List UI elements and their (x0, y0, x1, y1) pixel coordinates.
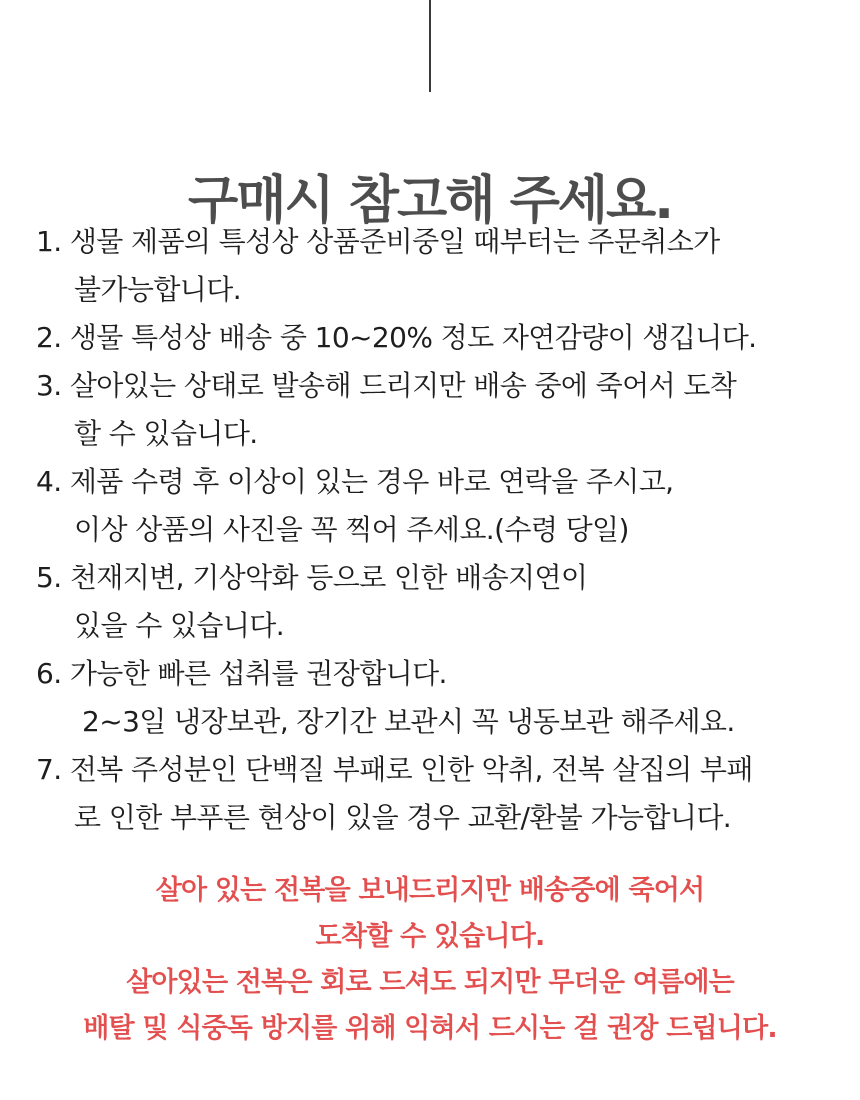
notice-item-7 (36, 746, 836, 842)
notice-1-line-2: 불가능합니다. (74, 273, 241, 306)
notice-item-3 (36, 362, 836, 458)
notice-item-5 (36, 554, 836, 650)
notice-3-line-2: 할 수 있습니다. (74, 417, 258, 450)
notice-5-line-2: 있을 수 있습니다. (74, 609, 285, 642)
notice-1-line-1: 1. 생물 제품의 특성상 상품준비중일 때부터는 주문취소가 (36, 225, 720, 258)
notice-4-line-2: 이상 상품의 사진을 꼭 찍어 주세요.(수령 당일) (74, 513, 629, 546)
notice-item-2 (36, 314, 836, 362)
warning-line-1: 살아 있는 전복을 보내드리지만 배송중에 죽어서 (155, 875, 705, 906)
notice-5-line-1: 5. 천재지변, 기상악화 등으로 인한 배송지연이 (36, 561, 588, 594)
notice-3-line-1: 3. 살아있는 상태로 발송해 드리지만 배송 중에 죽어서 도착 (36, 369, 737, 402)
notice-item-4 (36, 458, 836, 554)
notice-7-line-1: 7. 전복 주성분인 단백질 부패로 인한 악취, 전복 살집의 부패 (36, 753, 753, 786)
notice-4-line-1: 4. 제품 수령 후 이상이 있는 경우 바로 연락을 주시고, (36, 465, 674, 498)
page-title: 구매시 참고해 주세요. (187, 170, 673, 231)
warning-line-2: 도착할 수 있습니다. (315, 921, 545, 952)
notice-item-1 (36, 218, 836, 314)
notice-6-line-1: 6. 가능한 빠른 섭취를 권장합니다. (36, 657, 447, 690)
notice-item-6 (36, 650, 836, 746)
purchase-notice-list (36, 218, 836, 842)
notice-7-line-2: 로 인한 부푸른 현상이 있을 경우 교환/환불 가능합니다. (74, 801, 732, 834)
notice-6-line-2: 2~3일 냉장보관, 장기간 보관시 꼭 냉동보관 해주세요. (82, 705, 735, 738)
warning-notice (0, 868, 860, 1052)
warning-line-4: 배탈 및 식중독 방지를 위해 익혀서 드시는 걸 권장 드립니다. (83, 1013, 777, 1044)
top-divider-line (429, 0, 431, 92)
notice-2-line-1: 2. 생물 특성상 배송 중 10~20% 정도 자연감량이 생깁니다. (36, 321, 757, 354)
warning-line-3: 살아있는 전복은 회로 드셔도 되지만 무더운 여름에는 (126, 967, 734, 998)
